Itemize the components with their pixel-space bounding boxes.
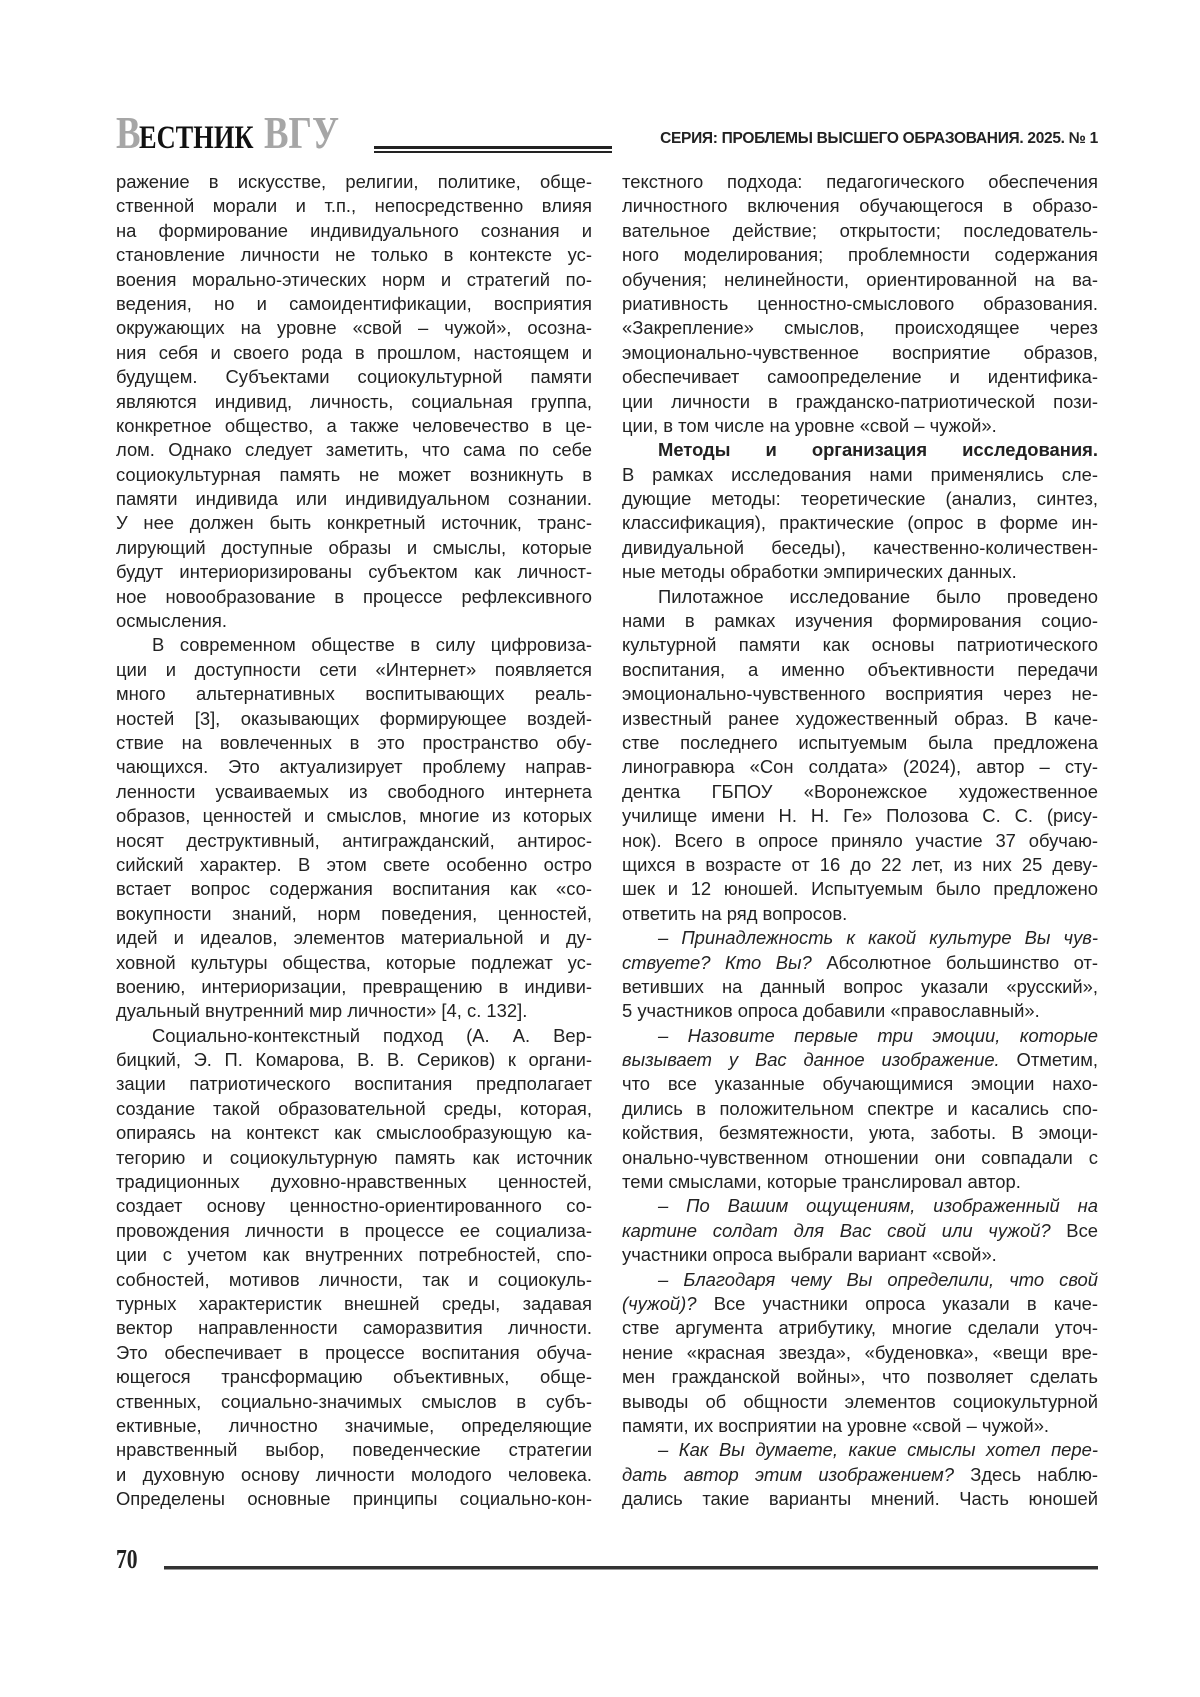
text-line (622, 1146, 1098, 1170)
text-span: сийский характер. В этом свете особенно остро (116, 853, 592, 875)
text-span: воения морально-этических норм и стратегий по- (116, 268, 592, 290)
text-span: являются индивид, личность, социальная группа, (116, 390, 592, 412)
text-line (622, 194, 1098, 218)
text-span: воспитания, а именно объективности передачи (622, 658, 1098, 680)
text-span: осмысления. (116, 610, 227, 632)
left-column (116, 170, 592, 1511)
text-span: ции и доступности сети «Интернет» появляется (116, 658, 592, 680)
text-line (116, 463, 592, 487)
paragraph (116, 1024, 592, 1512)
text-line (622, 926, 1098, 950)
text-line (116, 292, 592, 316)
text-span: нами в рамках изучения формирования социо- (622, 610, 1098, 632)
text-line (622, 975, 1098, 999)
journal-logo (116, 107, 358, 165)
text-span: памяти индивида или индивидуальном сознании. (116, 488, 592, 510)
text-line (622, 731, 1098, 755)
text-line (622, 1170, 1098, 1194)
text-line (622, 341, 1098, 365)
text-span: турных характеристик внешней среды, задавая (116, 1292, 592, 1314)
question-text: – По Вашим ощущениям, изображенный на (658, 1195, 1098, 1217)
text-line (622, 1268, 1098, 1292)
text-span: собностей, мотивов личности, так и социокуль- (116, 1268, 592, 1290)
text-line (116, 707, 592, 731)
text-line (116, 1121, 592, 1145)
text-line (116, 365, 592, 389)
text-line (622, 707, 1098, 731)
paragraph (622, 585, 1098, 926)
text-line (622, 633, 1098, 657)
text-span: обучения; нелинейности, ориентированной на ва- (622, 268, 1098, 290)
text-line (622, 1414, 1098, 1438)
text-line (116, 1316, 592, 1340)
text-line (622, 853, 1098, 877)
text-line (116, 1072, 592, 1096)
text-span: зации патриотического воспитания предполагает (116, 1073, 592, 1095)
text-span: ховной культуры общества, которые подлежат ус- (116, 951, 592, 973)
text-line (116, 1194, 592, 1218)
text-span: Это обеспечивает в процессе воспитания обуча- (116, 1341, 592, 1363)
text-span: Здесь наблю- (954, 1463, 1098, 1485)
text-span: окружающих на уровне «свой – чужой», осозна- (116, 317, 592, 339)
text-line (622, 804, 1098, 828)
text-line (116, 1487, 592, 1511)
text-line (116, 804, 592, 828)
text-line (116, 1146, 592, 1170)
text-line (622, 682, 1098, 706)
text-span: ствие на вовлеченных в это пространство обу- (116, 731, 592, 753)
text-line (622, 1072, 1098, 1096)
text-line (622, 1365, 1098, 1389)
text-span: Пилотажное исследование было проведено (658, 585, 1098, 607)
text-line (622, 487, 1098, 511)
text-span: нение «красная звезда», «буденовка», «вещи вре- (622, 1341, 1098, 1363)
text-line (622, 1243, 1098, 1267)
text-span: носят деструктивный, антигражданский, антирос- (116, 829, 592, 851)
series-title: СЕРИЯ: ПРОБЛЕМЫ ВЫСШЕГО ОБРАЗОВАНИЯ. 2025. № 1 (660, 130, 1098, 147)
text-span: вокупности знаний, норм поведения, ценностей, (116, 902, 592, 924)
logo-vgu: ВГУ (263, 107, 339, 158)
text-line (116, 975, 592, 999)
text-span: ственных, социально-значимых смыслов в субъ- (116, 1390, 592, 1412)
text-span: ленности усваиваемых из свободного интернета (116, 780, 592, 802)
text-span: дались такие варианты мнений. Часть юношей (622, 1488, 1098, 1510)
text-line (622, 829, 1098, 853)
text-span: известный ранее художественный образ. В каче- (622, 707, 1098, 729)
text-span: ективные, личностно значимые, определяющие (116, 1414, 592, 1436)
text-span: вектор направленности саморазвития личности. (116, 1317, 592, 1339)
text-span: ное новообразование в процессе рефлексивного (116, 585, 592, 607)
text-span: риативность ценностно-смыслового образования. (622, 292, 1098, 314)
text-line (622, 1390, 1098, 1414)
text-line (116, 1048, 592, 1072)
text-span: ветивших на данный вопрос указали «русский», (622, 975, 1098, 997)
text-line (116, 877, 592, 901)
footer-rule (164, 1566, 1098, 1570)
text-line (116, 268, 592, 292)
text-span: ностей [3], оказывающих формирующее воздей- (116, 707, 592, 729)
text-span: много альтернативных воспитывающих реаль- (116, 683, 592, 705)
text-line (116, 1170, 592, 1194)
text-span: опираясь на контекст как смыслообразующую ка- (116, 1122, 592, 1144)
text-line (622, 902, 1098, 926)
question-text: картине солдат для Вас свой или чужой? (622, 1219, 1051, 1241)
text-span: классификация), практические (опрос в форме ин- (622, 512, 1098, 534)
text-line (116, 560, 592, 584)
text-span: ответить на ряд вопросов. (622, 902, 848, 924)
text-line (116, 1463, 592, 1487)
text-line (622, 658, 1098, 682)
text-line (116, 536, 592, 560)
text-span: лом. Однако следует заметить, что сама по себе (116, 439, 592, 461)
text-line (622, 1097, 1098, 1121)
paragraph (622, 1438, 1098, 1511)
header-rule (374, 146, 612, 153)
text-line (622, 1024, 1098, 1048)
text-line (622, 268, 1098, 292)
text-line (116, 243, 592, 267)
text-span: личностного включения обучающегося в образо- (622, 195, 1098, 217)
text-line (116, 633, 592, 657)
text-span: воению, интериоризации, превращению в индиви- (116, 975, 592, 997)
text-line (622, 1121, 1098, 1145)
text-span: дующие методы: теоретические (анализ, синтез, (622, 488, 1098, 510)
text-line (116, 951, 592, 975)
text-span: ражение в искусстве, религии, политике, обще- (116, 171, 592, 192)
text-span: вательное действие; открытости; последователь- (622, 219, 1098, 241)
text-span: 5 участников опроса добавили «православный». (622, 1000, 1040, 1022)
text-line (622, 755, 1098, 779)
text-span: ции с учетом как внутренних потребностей, спо- (116, 1244, 592, 1266)
text-span: ции личности в гражданско-патриотической пози- (622, 390, 1098, 412)
text-span: лирующий доступные образы и смыслы, которые (116, 536, 592, 558)
text-span: койствия, безмятежности, уюта, заботы. В эмоци- (622, 1122, 1098, 1144)
paragraph (622, 926, 1098, 1024)
text-line (622, 463, 1098, 487)
text-line (116, 902, 592, 926)
text-line (116, 390, 592, 414)
text-line (116, 755, 592, 779)
text-line (116, 999, 592, 1023)
text-line (622, 1292, 1098, 1316)
text-span: ственной морали и т.п., непосредственно влияя (116, 195, 592, 217)
question-text: – Назовите первые три эмоции, которые (658, 1024, 1098, 1046)
text-line (622, 1487, 1098, 1511)
text-span: провождения личности в процессе ее социализа- (116, 1219, 592, 1241)
text-span: мен гражданской войны», что позволяет сделать (622, 1366, 1098, 1388)
text-span: традиционных духовно-нравственных ценностей, (116, 1171, 592, 1193)
text-span: на формирование индивидуального сознания и (116, 219, 592, 241)
text-span: В рамках исследования нами применялись сле- (622, 463, 1098, 485)
text-span: выводы об общности элементов социокультурной (622, 1390, 1098, 1412)
question-text: вызывает у Вас данное изображение. (622, 1049, 1000, 1071)
paragraph (622, 1194, 1098, 1267)
text-line (622, 560, 1098, 584)
text-span: создание такой образовательной среды, которая, (116, 1097, 592, 1119)
paragraph (622, 1024, 1098, 1195)
text-span: дентка ГБПОУ «Воронежское художественное (622, 780, 1098, 802)
text-span: дивидуальной беседы), качественно-количествен- (622, 536, 1098, 558)
text-line (622, 511, 1098, 535)
text-line (116, 1268, 592, 1292)
text-line (116, 414, 592, 438)
text-line (622, 170, 1098, 194)
text-span: и духовную основу личности молодого человека. (116, 1463, 592, 1485)
text-span: Все (1050, 1219, 1098, 1241)
question-text: – Как Вы думаете, какие смыслы хотел пере- (658, 1439, 1098, 1461)
text-line (622, 292, 1098, 316)
text-line (622, 536, 1098, 560)
running-header (116, 107, 1098, 158)
text-line (622, 243, 1098, 267)
text-line (116, 511, 592, 535)
text-span: бицкий, Э. П. Комарова, В. В. Сериков) к органи- (116, 1049, 592, 1071)
text-span: что все указанные обучающимися эмоции нахо- (622, 1073, 1098, 1095)
text-line (622, 1048, 1098, 1072)
text-span: участники опроса выбрали вариант «свой». (622, 1244, 997, 1266)
text-line (116, 1438, 592, 1462)
paragraph (622, 1268, 1098, 1439)
text-span: тегорию и социокультурную память как источник (116, 1146, 592, 1168)
text-span: теми смыслами, которые транслировал автор. (622, 1171, 1021, 1193)
text-span: училище имени Н. Н. Ге» Полозова С. С. (рису- (622, 805, 1098, 827)
text-line (622, 1219, 1098, 1243)
section-heading: Методы и организация исследования. (658, 439, 1098, 461)
text-span: ного моделирования; проблемности содержания (622, 244, 1098, 266)
text-span: «Закрепление» смыслов, происходящее через (622, 317, 1098, 339)
question-text: (чужой)? (622, 1292, 697, 1314)
text-line (116, 341, 592, 365)
text-span: Социально-контекстный подход (А. А. Вер- (152, 1024, 592, 1046)
text-line (622, 1341, 1098, 1365)
text-line (622, 1316, 1098, 1340)
text-line (622, 365, 1098, 389)
text-span: ющегося трансформацию объективных, обще- (116, 1366, 592, 1388)
text-line (622, 219, 1098, 243)
text-span: чающихся. Это актуализирует проблему направ- (116, 756, 592, 778)
text-span: конкретное общество, а также человечество в це- (116, 414, 592, 436)
page-number: 70 (116, 1544, 138, 1574)
text-span: культурной памяти как основы патриотического (622, 634, 1098, 656)
text-line (116, 780, 592, 804)
text-line (116, 1219, 592, 1243)
text-span: социокультурная память не может возникнуть в (116, 463, 592, 485)
question-text: – Принадлежность к какой культуре Вы чув- (658, 927, 1098, 949)
text-line (116, 1243, 592, 1267)
text-line (622, 1438, 1098, 1462)
text-span: встает вопрос содержания воспитания как «со- (116, 878, 592, 900)
text-line (622, 951, 1098, 975)
text-line (116, 1097, 592, 1121)
text-span: дились в положительном спектре и касались спо- (622, 1097, 1098, 1119)
text-span: щихся в возрасте от 16 до 22 лет, из них 25 деву- (622, 853, 1098, 875)
text-line (116, 219, 592, 243)
text-line (622, 316, 1098, 340)
text-span: эмоционально-чувственное восприятие образов, (622, 341, 1098, 363)
text-span: шек и 12 юношей. Испытуемым было предложено (622, 878, 1098, 900)
text-line (116, 1365, 592, 1389)
text-line (116, 609, 592, 633)
text-line (116, 585, 592, 609)
text-span: нравственный выбор, поведенческие стратегии (116, 1439, 592, 1461)
text-span: ведения, но и самоидентификации, восприятия (116, 292, 592, 314)
text-span: ния себя и своего рода в прошлом, настоящем и (116, 341, 592, 363)
question-text: ствуете? Кто Вы? (622, 951, 812, 973)
text-span: стве последнего испытуемым была предложена (622, 731, 1098, 753)
text-span: Все участники опроса указали в каче- (696, 1292, 1098, 1314)
text-line (622, 414, 1098, 438)
text-span: образов, ценностей и смыслов, многие из которых (116, 805, 592, 827)
text-span: Абсолютное большинство от- (811, 951, 1099, 973)
text-span: идей и идеалов, элементов материальной и ду- (116, 927, 592, 949)
text-line (622, 438, 1098, 462)
text-line (116, 1414, 592, 1438)
text-line (116, 1292, 592, 1316)
text-span: нок). Всего в опросе приняло участие 37 обучаю- (622, 829, 1098, 851)
text-line (116, 1341, 592, 1365)
text-span: будущем. Субъектами социокультурной памяти (116, 366, 592, 388)
paragraph (622, 170, 1098, 438)
text-span: становление личности не только в контексте ус- (116, 244, 592, 266)
text-line (622, 1463, 1098, 1487)
text-span: В современном обществе в силу цифровиза- (152, 634, 592, 656)
text-span: ции, в том числе на уровне «свой – чужой». (622, 414, 997, 436)
question-text: – Благодаря чему Вы определили, что свой (658, 1268, 1098, 1290)
text-span: Отметим, (999, 1049, 1098, 1071)
text-line (116, 487, 592, 511)
text-span: будут интериоризированы субъектом как личност- (116, 561, 592, 583)
text-span: стве аргумента атрибутику, многие сделали уточ- (622, 1317, 1098, 1339)
text-line (116, 1390, 592, 1414)
logo-initial: В (116, 107, 141, 158)
text-line (116, 853, 592, 877)
logo-word: ЕСТНИК (138, 120, 254, 156)
text-line (116, 829, 592, 853)
text-line (622, 999, 1098, 1023)
text-line (116, 682, 592, 706)
text-line (622, 877, 1098, 901)
text-line (116, 316, 592, 340)
text-span: создает основу ценностно-ориентированного со- (116, 1195, 592, 1217)
text-line (622, 390, 1098, 414)
text-line (116, 731, 592, 755)
text-span: онально-чувственном отношении они совпадали с (622, 1146, 1098, 1168)
text-line (116, 926, 592, 950)
text-line (116, 658, 592, 682)
text-line (116, 170, 592, 194)
text-line (622, 585, 1098, 609)
text-span: обеспечивает самоопределение и идентифика- (622, 366, 1098, 388)
text-line (622, 1194, 1098, 1218)
text-span: эмоционально-чувственного восприятия через не- (622, 683, 1098, 705)
paragraph (116, 633, 592, 1023)
text-line (116, 1024, 592, 1048)
paragraph (622, 438, 1098, 584)
text-span: Определены основные принципы социально-кон- (116, 1488, 592, 1510)
question-text: дать автор этим изображением? (622, 1463, 955, 1485)
text-span: линогравюра «Сон солдата» (2024), автор – сту- (622, 756, 1098, 778)
text-span: дуальный внутренний мир личности» [4, с. 132]. (116, 1000, 528, 1022)
text-span: текстного подхода: педагогического обеспечения (622, 171, 1098, 192)
text-line (622, 609, 1098, 633)
text-line (622, 780, 1098, 804)
text-line (116, 438, 592, 462)
text-span: ные методы обработки эмпирических данных. (622, 561, 1017, 583)
text-span: памяти, их восприятии на уровне «свой – чужой». (622, 1414, 1050, 1436)
paragraph (116, 170, 592, 633)
text-span: У нее должен быть конкретный источник, транс- (116, 512, 592, 534)
right-column (622, 170, 1098, 1511)
text-line (116, 194, 592, 218)
